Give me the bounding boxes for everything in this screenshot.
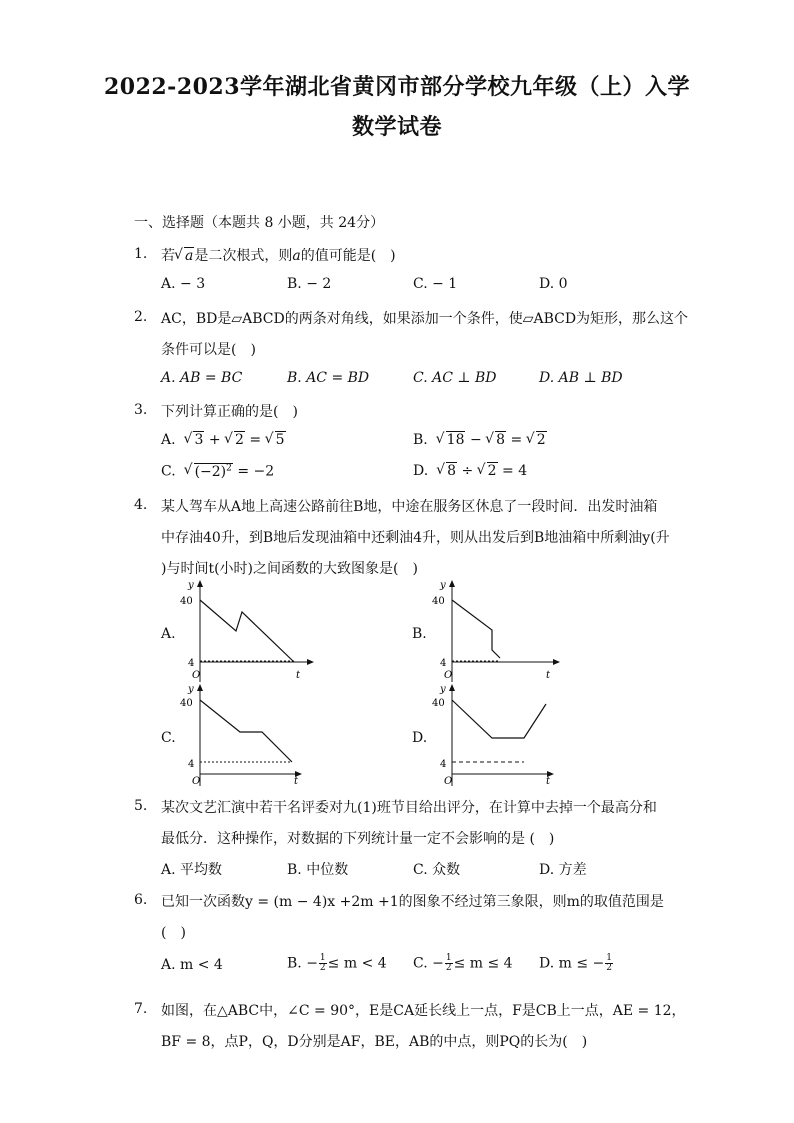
graph-c (176, 682, 316, 788)
q1-option-b: B. − 2 (287, 276, 332, 292)
q1-text-part2: 是二次根式，则 (194, 248, 293, 264)
q1-option-d: D. 0 (539, 276, 568, 292)
q1-text-part3: 的值可能是( ) (300, 248, 396, 264)
q2-option-a: A. AB = BC (161, 370, 243, 386)
graph-b-y-arrow (449, 580, 455, 587)
question-4-line1: 某人驾车从A地上高速公路前往B地，中途在服务区休息了一段时间．出发时油箱 (161, 499, 658, 515)
graph-c-y-arrow (197, 684, 203, 691)
q1-option-a: A. − 3 (161, 276, 206, 292)
graph-c-top-val: 40 (180, 698, 193, 709)
graph-c-o-label: O (192, 776, 201, 787)
question-6-line1: 已知一次函数y = (m − 4)x +2m +1的图象不经过第三象限，则m的取值范围是 (161, 894, 664, 910)
q1-var-a: a (292, 248, 301, 264)
graph-a-y-arrow (197, 580, 203, 587)
q3-option-d: D. √ 8 ÷ √ 2 = 4 (413, 463, 527, 479)
graph-d-label: D. (412, 730, 428, 746)
graph-b-top-val: 40 (432, 596, 445, 607)
graph-c-t-label: t (294, 776, 299, 787)
graph-a-t-arrow (307, 659, 314, 665)
q6-option-a: A. m < 4 (161, 957, 223, 973)
q3-option-a: A. √ 3 + √ 2 = √ 5 (161, 432, 286, 448)
graph-a-o-label: O (192, 670, 201, 681)
question-5-line1: 某次文艺汇演中若干名评委对九(1)班节目给出评分，在计算中去掉一个最高分和 (161, 800, 657, 816)
q1-sqrt-a: √ a (175, 248, 194, 264)
graph-c-curve (200, 700, 292, 762)
question-4-line2: 中存油40升，到B地后发现油箱中还剩油4升，则从出发后到B地油箱中所剩油y(升 (161, 530, 670, 546)
graph-b-label: B. (412, 626, 427, 642)
graph-a-top-val: 40 (180, 596, 193, 607)
question-7-line1: 如图，在△ABC中，∠C = 90°，E是CA延长线上一点，F是CB上一点，AE = 12， (161, 1003, 686, 1019)
question-5-line2: 最低分．这种操作，对数据的下列统计量一定不会影响的是 ( ) (161, 831, 555, 847)
q6-option-d: D. m ≤ − $\frac{1}{2}$ (539, 953, 612, 973)
graph-d (428, 682, 568, 788)
graph-c-label: C. (161, 730, 176, 746)
question-6-number: 6. (134, 892, 148, 908)
graph-b-low-val: 4 (440, 658, 447, 669)
graph-a-low-val: 4 (188, 658, 195, 669)
q2-option-b: B. AC = BD (287, 370, 370, 386)
graph-d-t-label: t (546, 776, 551, 787)
graph-b (428, 578, 568, 684)
graph-a-t-label: t (296, 670, 301, 681)
question-6-line2: ( ) (161, 925, 186, 941)
graph-d-y-label: y (440, 684, 446, 695)
graph-c-low-val: 4 (188, 759, 195, 770)
graph-a-label: A. (161, 626, 176, 642)
graph-d-curve (452, 700, 546, 738)
exam-title-line1: 2022-2023学年湖北省黄冈市部分学校九年级（上）入学 (103, 74, 691, 100)
q5-option-a: A. 平均数 (161, 862, 223, 878)
q1-option-c: C. − 1 (413, 276, 458, 292)
graph-c-y-label: y (188, 684, 194, 695)
graph-d-y-arrow (449, 684, 455, 691)
question-7-line2: BF = 8，点P，Q，D分别是AF，BE，AB的中点，则PQ的长为( ) (161, 1034, 588, 1050)
question-1-text (161, 245, 396, 265)
graph-a-y-label: y (188, 580, 194, 591)
question-7-number: 7. (134, 1001, 148, 1017)
question-2-number: 2. (134, 309, 148, 325)
q5-option-d: D. 方差 (539, 862, 587, 878)
q2-option-d: D. AB ⊥ BD (539, 370, 623, 386)
graph-a (176, 578, 316, 684)
graph-d-low-val: 4 (440, 759, 447, 770)
q2-option-c: C. AC ⊥ BD (413, 370, 497, 386)
q3-option-b: B. √ 18 − √ 8 = √ 2 (413, 432, 547, 448)
graph-b-o-label: O (444, 670, 453, 681)
q5-option-b: B. 中位数 (287, 862, 349, 878)
exam-title-line2: 数学试卷 (351, 114, 442, 140)
graph-b-t-label: t (546, 670, 551, 681)
q3-option-c: C. √ $(-2)^2 = -2$ (161, 463, 274, 480)
question-4-line3: )与时间t(小时)之间函数的大致图象是( ) (161, 561, 418, 577)
graph-b-t-arrow (553, 659, 560, 665)
question-3-number: 3. (134, 402, 148, 418)
q5-option-c: C. 众数 (413, 862, 461, 878)
question-2-line1: AC，BD是▱ABCD的两条对角线，如果添加一个条件，使▱ABCD为矩形，那么这个 (161, 311, 689, 327)
question-4-number: 4. (134, 497, 148, 513)
graph-d-o-label: O (444, 776, 453, 787)
q6-option-b: B. − $\frac{1}{2}$ ≤ m < 4 (287, 953, 387, 973)
graph-d-top-val: 40 (432, 698, 445, 709)
question-2-line2: 条件可以是( ) (161, 342, 256, 358)
section-heading: 一、选择题（本题共 8 小题，共 24分） (134, 215, 385, 231)
question-1-number: 1. (134, 246, 148, 262)
graph-b-curve (452, 600, 500, 658)
q1-text-part1: 若 (161, 248, 175, 264)
question-3-line1: 下列计算正确的是( ) (161, 404, 298, 420)
graph-b-y-label: y (440, 580, 446, 591)
graph-a-curve (200, 600, 294, 662)
q6-option-c: C. − $\frac{1}{2}$ ≤ m ≤ 4 (413, 953, 513, 973)
question-5-number: 5. (134, 798, 148, 814)
